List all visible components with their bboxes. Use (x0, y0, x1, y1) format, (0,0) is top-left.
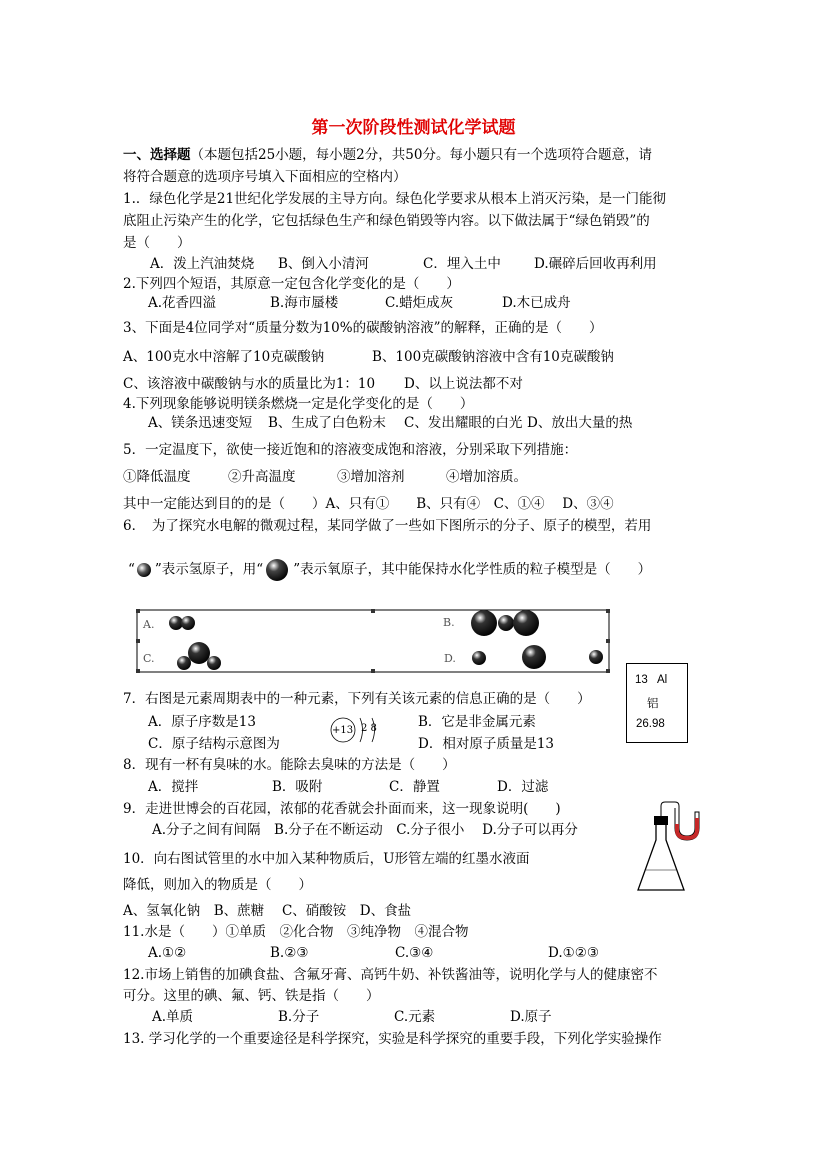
q11-option-c: C.③④ (395, 945, 434, 961)
q7-option-d: D．相对原子质量是13 (418, 736, 555, 752)
section-heading: 一、选择题 (123, 147, 191, 163)
q8-stem: 8．现有一杯有臭味的水。能除去臭味的方法是（ ） (123, 757, 456, 773)
page-title: 第一次阶段性测试化学试题 (311, 118, 516, 138)
q8-option-c: C．静置 (389, 779, 440, 795)
q5-measure-1: ①降低温度 (123, 469, 191, 485)
q12-option-c: C.元素 (394, 1009, 436, 1025)
q6-line-2 (128, 558, 651, 582)
element-mass: 26.98 (636, 718, 665, 730)
q6-oxygen-text: ”表示氧原子，其中能保持水化学性质的粒子模型是（ ） (293, 561, 652, 578)
model-d (472, 645, 603, 669)
q10-line-1: 10．向右图试管里的水中加入某种物质后，U形管左端的红墨水液面 (123, 851, 530, 867)
model-c (177, 642, 221, 670)
q9-options: A.分子之间有间隔 B.分子在不断运动 C.分子很小 D.分子可以再分 (152, 822, 578, 838)
q3-option-b: B、100克碳酸钠溶液中含有10克碳酸钠 (372, 349, 614, 365)
element-number: 13 (635, 674, 648, 686)
section-intro-2: 将符合题意的选项序号填入下面相应的空格内） (123, 169, 407, 185)
q2-option-c: C.蜡炬成灰 (385, 295, 454, 311)
q2-option-a: A.花香四溢 (148, 295, 217, 311)
molecule-models-figure (136, 609, 610, 673)
q8-option-d: D．过滤 (497, 779, 549, 795)
molecule-models-svg (136, 609, 610, 673)
q5-line-3: 其中一定能达到目的的是（ ）A、只有① B、只有④ C、①④ D、③④ (123, 496, 614, 512)
q5-stem: 5．一定温度下，欲使一接近饱和的溶液变成饱和溶液，分别采取下列措施： (123, 442, 578, 458)
model-label-d: D. (444, 652, 456, 665)
q7-option-a: A．原子序数是13 (148, 714, 256, 730)
q12-line-1: 12.市场上销售的加碘食盐、含氟牙膏、高钙牛奶、补铁酱油等，说明化学与人的健康密不 (123, 967, 658, 983)
q1-line-1: 1.．绿色化学是21世纪化学发展的主导方向。绿色化学要求从根本上消灭污染，是一门能彻 (123, 191, 667, 207)
model-a (169, 616, 195, 630)
q6-open-quote: “ (128, 561, 135, 578)
element-card-aluminium (626, 663, 688, 743)
q11-option-d: D.①②③ (548, 945, 599, 961)
q8-option-a: A．搅拌 (148, 779, 199, 795)
model-label-a: A. (143, 618, 155, 631)
q1-option-a: A．泼上汽油焚烧 (150, 256, 255, 272)
q3-option-a: A、100克水中溶解了10克碳酸钠 (123, 349, 325, 365)
model-label-c: C. (143, 652, 155, 665)
q9-stem: 9．走进世博会的百花园，浓郁的花香就会扑面而来，这一现象说明( ) (123, 801, 561, 817)
q11-option-a: A.①② (148, 945, 187, 961)
element-symbol: Al (657, 674, 668, 686)
q11-option-b: B.②③ (270, 945, 309, 961)
q13-line-1: 13. 学习化学的一个重要途径是科学探究，实验是科学探究的重要手段，下列化学实验操作 (123, 1031, 662, 1047)
q2-stem: 2.下列四个短语，其原意一定包含化学变化的是（ ） (123, 276, 460, 292)
q5-measure-2: ②升高温度 (228, 469, 296, 485)
q1-option-c: C．埋入土中 (423, 256, 501, 272)
q2-option-d: D.木已成舟 (502, 295, 571, 311)
q4-option-b: B、生成了白色粉末 (268, 415, 386, 431)
q7-option-c: C．原子结构示意图为 (148, 736, 280, 752)
model-label-b: B. (443, 616, 455, 629)
q4-option-a: A、镁条迅速变短 (148, 415, 253, 431)
q3-stem: 3、下面是4位同学对“质量分数为10%的碳酸钠溶液”的解释，正确的是（ ） (123, 320, 603, 336)
q12-line-2: 可分。这里的碘、氟、钙、铁是指（ ） (123, 988, 380, 1004)
q5-measure-3: ③增加溶剂 (337, 469, 405, 485)
model-b (471, 610, 539, 636)
atomic-structure-diagram (328, 712, 384, 748)
hydrogen-atom-icon (135, 562, 155, 578)
q4-option-d: D、放出大量的热 (527, 415, 633, 431)
q1-option-b: B、倒入小清河 (278, 256, 369, 272)
q5-measure-4: ④增加溶质。 (446, 469, 527, 485)
q6-line-1: 6． 为了探究水电解的微观过程，某同学做了一些如下图所示的分子、原子的模型，若用 (123, 518, 652, 534)
q3-option-c: C、该溶液中碳酸钠与水的质量比为1：10 (123, 376, 376, 392)
q2-option-b: B.海市蜃楼 (270, 295, 339, 311)
q10-options: A、氢氧化钠 B、蔗糖 C、硝酸铵 D、食盐 (123, 903, 412, 919)
electron-shells: 2 8 (361, 723, 377, 734)
q11-stem: 11.水是（ ）①单质 ②化合物 ③纯净物 ④混合物 (123, 924, 469, 940)
q10-line-2: 降低，则加入的物质是（ ） (123, 877, 312, 893)
q7-option-b: B．它是非金属元素 (418, 714, 536, 730)
oxygen-atom-icon (263, 558, 293, 582)
element-name: 铝 (647, 696, 659, 710)
section-intro (123, 147, 652, 163)
q4-stem: 4.下列现象能够说明镁条燃烧一定是化学变化的是（ ） (123, 396, 474, 412)
flask-u-tube-figure (632, 800, 712, 896)
q12-option-d: D.原子 (510, 1009, 552, 1025)
section-intro-text: （本题包括25小题，每小题2分，共50分。每小题只有一个选项符合题意，请 (190, 147, 652, 163)
nucleus-charge: +13 (332, 725, 354, 736)
q6-hydrogen-text: ”表示氢原子，用“ (154, 561, 264, 578)
q3-option-d: D、以上说法都不对 (404, 376, 523, 392)
q1-line-3: 是（ ） (123, 235, 191, 251)
q12-option-a: A.单质 (152, 1009, 194, 1025)
q7-stem: 7．右图是元素周期表中的一种元素，下列有关该元素的信息正确的是（ ） (123, 691, 591, 707)
q4-option-c: C、发出耀眼的白光 (404, 415, 523, 431)
q12-option-b: B.分子 (278, 1009, 320, 1025)
q8-option-b: B．吸附 (272, 779, 323, 795)
q1-line-2: 底阻止污染产生的化学，它包括绿色生产和绿色销毁等内容。以下做法属于“绿色销毁”的 (123, 213, 650, 229)
q1-option-d: D.碾碎后回收再利用 (534, 256, 657, 272)
